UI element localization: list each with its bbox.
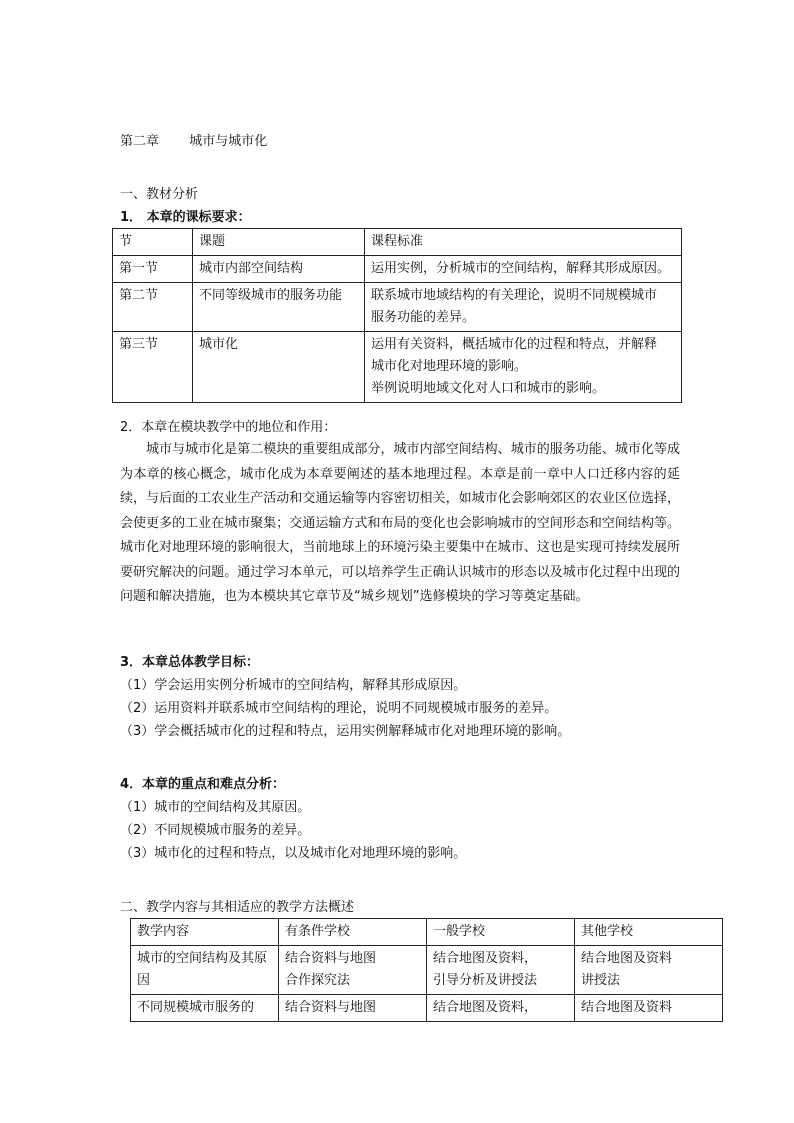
standard-line: 运用有关资料，概括城市化的过程和特点，并解释 <box>371 337 658 352</box>
sub-heading-2: 2．本章在模块教学中的地位和作用： <box>120 420 337 435</box>
section-cell: 第一节 <box>113 256 193 283</box>
header-cell: 有条件学校 <box>279 919 427 946</box>
general-cell <box>427 946 575 995</box>
keypoint-item: （1）城市的空间结构及其原因。 <box>120 800 311 815</box>
standard-cell <box>365 332 682 403</box>
header-cell: 课程标准 <box>365 229 682 256</box>
cell-line: 引导分析及讲授法 <box>433 973 538 988</box>
cond-cell <box>279 946 427 995</box>
chapter-heading <box>120 134 267 150</box>
section-cell: 第三节 <box>113 332 193 403</box>
standard-line: 城市化对地理环境的影响。 <box>371 359 528 374</box>
general-cell <box>427 995 575 1022</box>
content-cell: 不同规模城市服务的 <box>131 995 279 1022</box>
table-header-row <box>113 229 682 256</box>
chapter-label: 第二章 <box>120 134 160 149</box>
header-cell: 一般学校 <box>427 919 575 946</box>
goal-item: （1）学会运用实例分析城市的空间结构，解释其形成原因。 <box>120 678 467 693</box>
cell-line: 结合地图及资料 <box>581 1000 673 1015</box>
standard-line: 举例说明地域文化对人口和城市的影响。 <box>371 381 606 396</box>
table-header-row <box>131 919 723 946</box>
method-table <box>130 918 723 1022</box>
content-cell: 城市的空间结构及其原因 <box>131 946 279 995</box>
keypoint-item: （3）城市化的过程和特点，以及城市化对地理环境的影响。 <box>120 846 467 861</box>
table-row <box>131 995 723 1022</box>
table-row <box>113 283 682 332</box>
keypoint-item: （2）不同规模城市服务的差异。 <box>120 823 311 838</box>
curriculum-table <box>112 228 682 403</box>
cell-line: 讲授法 <box>581 973 621 988</box>
standard-line: 服务功能的差异。 <box>371 310 476 325</box>
standard-line: 运用实例，分析城市的空间结构，解释其形成原因。 <box>371 261 671 276</box>
cell-line: 结合资料与地图 <box>285 1000 377 1015</box>
sub-heading-4: 4．本章的重点和难点分析： <box>120 777 286 792</box>
topic-cell: 不同等级城市的服务功能 <box>193 283 365 332</box>
section2-heading: 二、教学内容与其相适应的教学方法概述 <box>120 900 355 915</box>
paragraph-text: 城市与城市化是第二模块的重要组成部分，城市内部空间结构、城市的服务功能、城市化等成为本章的核心概念，城市化成为本章要阐述的基本地理过程。本章是前一章中人口迁移内容的延续，与后面的工农业生产活动和交通运输等内容密切相关，如城市化会影响郊区的农业区位选择，会使更多的工业在城市聚集；交通运输方式和布局的变化也会影响城市的空间形态和空间结构等。城市化对地理环境的影响很大，当前地球上的环境污染主要集中在城市、这也是实现可持续发展所要研究解决的问题。通过学习本单元，可以培养学生正确认识城市的形态以及城市化过程中出现的问题和解决措施，也为本模块其它章节及“城乡规划”选修模块的学习等奠定基础。 <box>120 442 680 604</box>
sub-heading-1: 1． 本章的课标要求： <box>120 210 251 225</box>
standard-cell <box>365 283 682 332</box>
header-cell: 教学内容 <box>131 919 279 946</box>
header-cell: 节 <box>113 229 193 256</box>
cell-line: 结合地图及资料， <box>433 1000 538 1015</box>
section-cell: 第二节 <box>113 283 193 332</box>
goal-item: （2）运用资料并联系城市空间结构的理论，说明不同规模城市服务的差异。 <box>120 701 558 716</box>
section1-heading: 一、教材分析 <box>120 187 199 202</box>
other-cell <box>575 946 723 995</box>
cell-line: 结合地图及资料， <box>433 951 538 966</box>
cell-line: 结合资料与地图 <box>285 951 377 966</box>
chapter-title: 城市与城市化 <box>189 134 268 149</box>
table-row <box>131 946 723 995</box>
table-row <box>113 332 682 403</box>
header-cell: 课题 <box>193 229 365 256</box>
other-cell <box>575 995 723 1022</box>
cell-line: 结合地图及资料 <box>581 951 673 966</box>
standard-cell <box>365 256 682 283</box>
cond-cell <box>279 995 427 1022</box>
cell-line: 合作探究法 <box>285 973 351 988</box>
table-row <box>113 256 682 283</box>
topic-cell: 城市化 <box>193 332 365 403</box>
goal-item: （3）学会概括城市化的过程和特点，运用实例解释城市化对地理环境的影响。 <box>120 724 571 739</box>
topic-cell: 城市内部空间结构 <box>193 256 365 283</box>
sub-heading-3: 3．本章总体教学目标： <box>120 655 260 670</box>
role-paragraph <box>120 438 680 610</box>
header-cell: 其他学校 <box>575 919 723 946</box>
standard-line: 联系城市地域结构的有关理论，说明不同规模城市 <box>371 288 658 303</box>
